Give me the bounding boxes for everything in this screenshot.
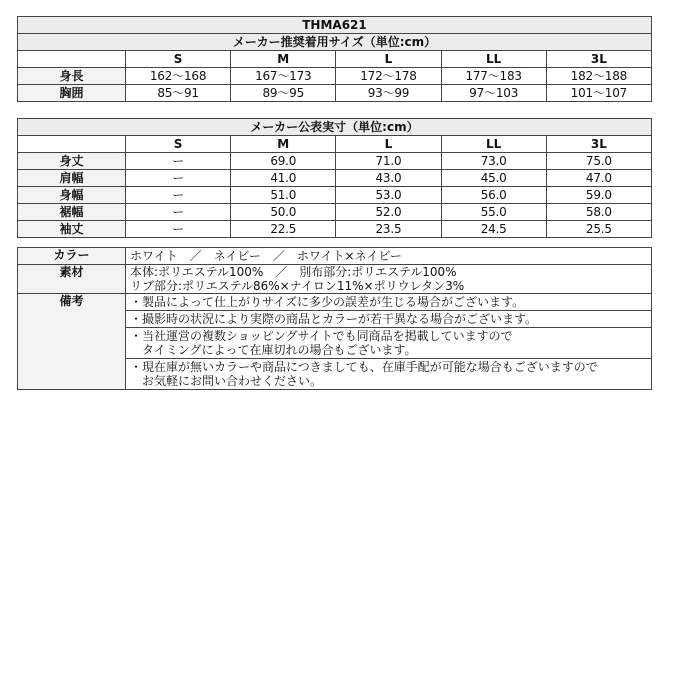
- table-cell: 47.0: [546, 170, 651, 187]
- table-cell: 23.5: [336, 221, 441, 238]
- color-value: ホワイト ／ ネイビー ／ ホワイト×ネイビー: [126, 248, 652, 265]
- material-value: [126, 265, 652, 294]
- row-label-shoulder: 肩幅: [18, 170, 126, 187]
- table-cell: ー: [126, 204, 231, 221]
- table-cell: ー: [126, 221, 231, 238]
- size-col-3l: 3L: [546, 51, 651, 68]
- size-col-m: M: [231, 136, 336, 153]
- table-cell: 182～188: [546, 68, 651, 85]
- notes-row: [18, 294, 652, 390]
- table-cell: 97～103: [441, 85, 546, 102]
- size-header-row: [18, 136, 652, 153]
- note-item: [126, 294, 651, 311]
- note-line: お気軽にお問い合わせください。: [130, 374, 323, 388]
- table-cell: 50.0: [231, 204, 336, 221]
- table-cell: 172～178: [336, 68, 441, 85]
- table-row: [18, 221, 652, 238]
- notes-list: [126, 294, 652, 390]
- table-row: [18, 187, 652, 204]
- table-cell: 22.5: [231, 221, 336, 238]
- material-label: 素材: [18, 265, 126, 294]
- size-header-row: [18, 51, 652, 68]
- color-row: [18, 248, 652, 265]
- table-row: [18, 153, 652, 170]
- size-col-l: L: [336, 51, 441, 68]
- note-item: [126, 311, 651, 328]
- model-number: THMA621: [18, 17, 652, 34]
- table-cell: 89～95: [231, 85, 336, 102]
- table-cell: 56.0: [441, 187, 546, 204]
- row-label-length: 身丈: [18, 153, 126, 170]
- recommended-size-title: メーカー推奨着用サイズ（単位:cm）: [18, 34, 652, 51]
- material-line: リブ部分:ポリエステル86%×ナイロン11%×ポリウレタン3%: [130, 279, 465, 293]
- table-row: [18, 68, 652, 85]
- table-cell: 51.0: [231, 187, 336, 204]
- table-cell: 55.0: [441, 204, 546, 221]
- table-cell: 24.5: [441, 221, 546, 238]
- note-item: [126, 359, 651, 389]
- note-line: ・現在庫が無いカラーや商品につきましても、在庫手配が可能な場合もございますので: [130, 360, 598, 374]
- table-cell: 69.0: [231, 153, 336, 170]
- note-line: ・撮影時の状況により実際の商品とカラーが若干異なる場合がございます。: [130, 312, 538, 326]
- product-info-table: [17, 247, 652, 390]
- actual-size-title: メーカー公表実寸（単位:cm）: [18, 119, 652, 136]
- recommended-size-table: [17, 16, 652, 102]
- table-cell: 177～183: [441, 68, 546, 85]
- size-col-m: M: [231, 51, 336, 68]
- size-col-l: L: [336, 136, 441, 153]
- row-label-hem-width: 裾幅: [18, 204, 126, 221]
- row-label-body-width: 身幅: [18, 187, 126, 204]
- table-row: [18, 204, 652, 221]
- actual-measurement-table: [17, 118, 652, 238]
- table-row: [18, 170, 652, 187]
- table-cell: ー: [126, 153, 231, 170]
- table-cell: 85～91: [126, 85, 231, 102]
- notes-label: 備考: [18, 294, 126, 390]
- table-cell: 71.0: [336, 153, 441, 170]
- row-label-height: 身長: [18, 68, 126, 85]
- material-row: [18, 265, 652, 294]
- note-line: ・製品によって仕上がりサイズに多少の誤差が生じる場合がございます。: [130, 295, 525, 309]
- table-cell: 93～99: [336, 85, 441, 102]
- size-col-ll: LL: [441, 51, 546, 68]
- material-line: 本体:ポリエステル100% ／ 別布部分:ポリエステル100%: [130, 265, 457, 279]
- table-cell: 101～107: [546, 85, 651, 102]
- table-cell: 45.0: [441, 170, 546, 187]
- table-cell: 53.0: [336, 187, 441, 204]
- color-label: カラー: [18, 248, 126, 265]
- row-label-chest: 胸囲: [18, 85, 126, 102]
- table-cell: 75.0: [546, 153, 651, 170]
- table-cell: 43.0: [336, 170, 441, 187]
- table-cell: 52.0: [336, 204, 441, 221]
- table-cell: ー: [126, 170, 231, 187]
- table-cell: 73.0: [441, 153, 546, 170]
- size-col-3l: 3L: [546, 136, 651, 153]
- note-line: タイミングによって在庫切れの場合もございます。: [130, 343, 417, 357]
- row-label-sleeve-length: 袖丈: [18, 221, 126, 238]
- size-col-s: S: [126, 136, 231, 153]
- table-cell: 25.5: [546, 221, 651, 238]
- size-col-s: S: [126, 51, 231, 68]
- table-row: [18, 85, 652, 102]
- size-col-ll: LL: [441, 136, 546, 153]
- table-cell: 41.0: [231, 170, 336, 187]
- table-cell: ー: [126, 187, 231, 204]
- table-cell: 59.0: [546, 187, 651, 204]
- corner-cell: [18, 136, 126, 153]
- table-cell: 167～173: [231, 68, 336, 85]
- table-cell: 162～168: [126, 68, 231, 85]
- note-line: ・当社運営の複数ショッピングサイトでも同商品を掲載していますので: [130, 329, 513, 343]
- table-cell: 58.0: [546, 204, 651, 221]
- corner-cell: [18, 51, 126, 68]
- note-item: [126, 328, 651, 359]
